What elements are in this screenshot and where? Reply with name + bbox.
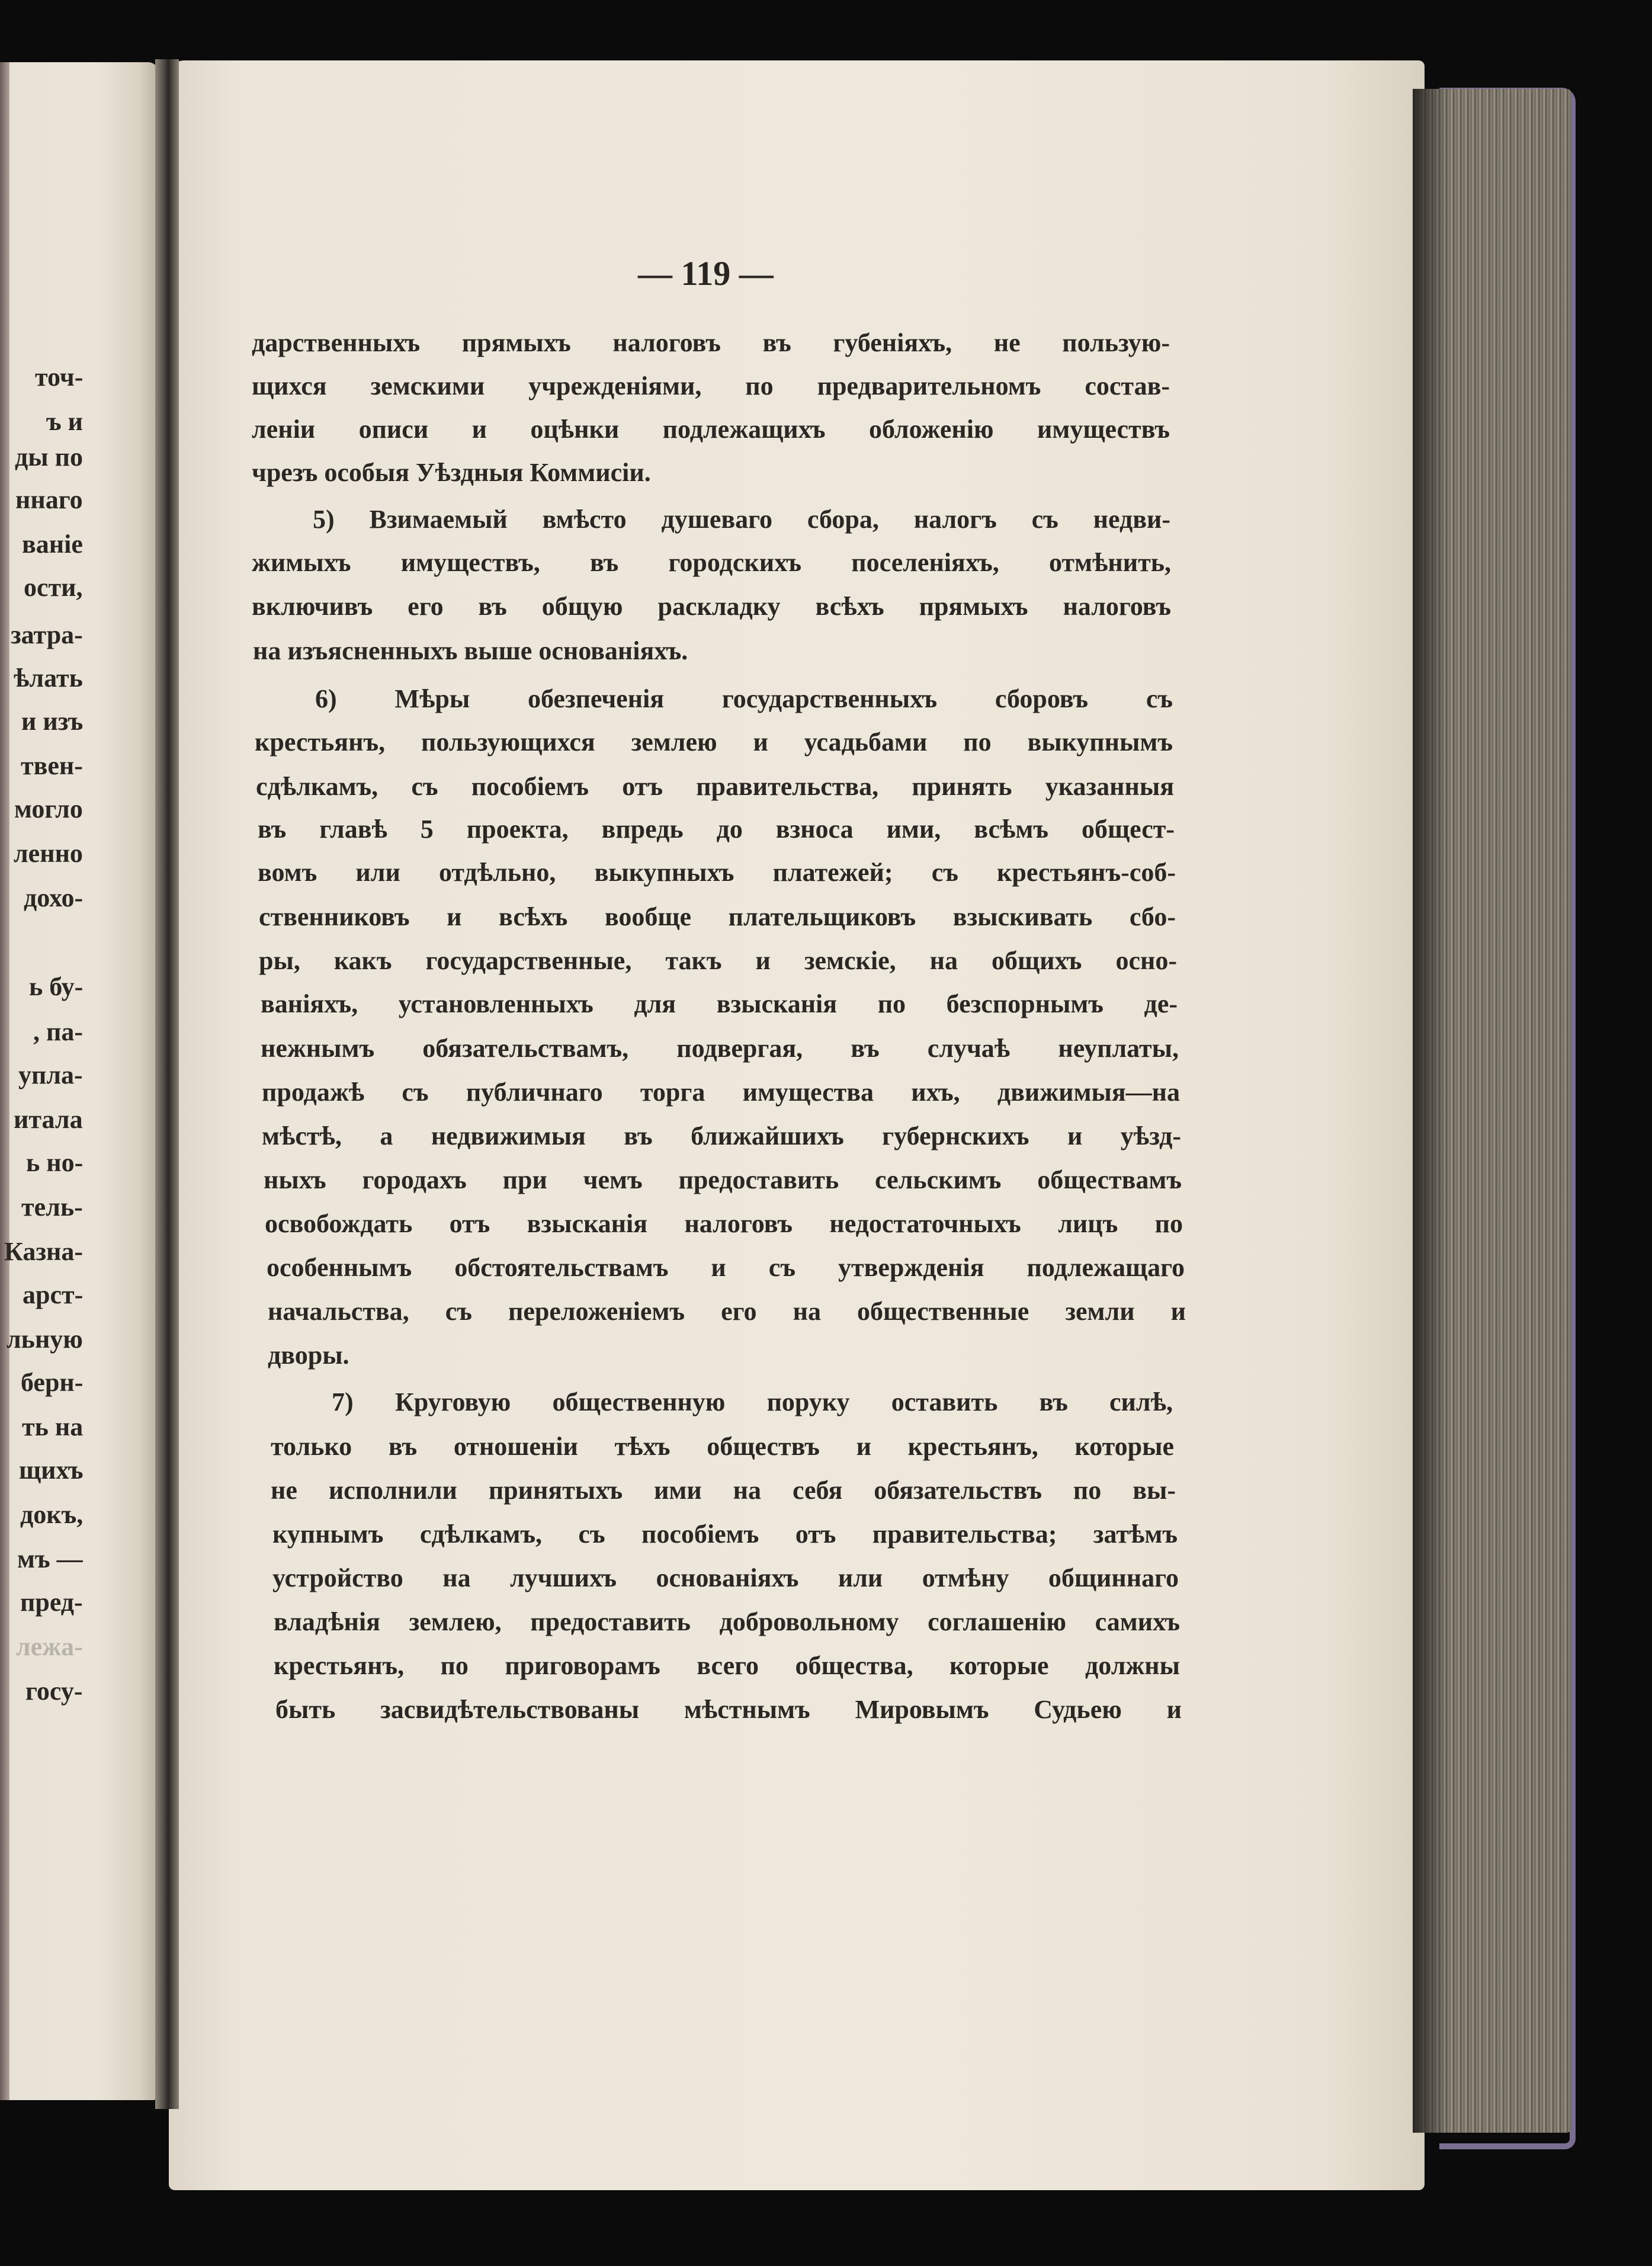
text-line: особеннымъ обстоятельствамъ и съ утвержденія подлежащаго	[267, 1253, 1185, 1282]
left-page-edge	[0, 62, 9, 2100]
text-line: дарственныхъ прямыхъ налоговъ въ губеніяхъ, не пользую-	[252, 328, 1170, 357]
left-line: ѣлать	[14, 664, 83, 693]
left-line: ь бу-	[29, 972, 84, 1001]
left-line: тель-	[21, 1193, 83, 1222]
text-line: включивъ его въ общую раскладку всѣхъ прямыхъ налоговъ	[252, 592, 1171, 621]
text-line: ваніяхъ, установленныхъ для взысканія по безспорнымъ де-	[261, 989, 1178, 1018]
left-line: ды по	[15, 443, 83, 472]
text-line: сдѣлкамъ, съ пособіемъ отъ правительства, принять указанныя	[256, 772, 1174, 801]
text-line: вомъ или отдѣльно, выкупныхъ платежей; съ крестьянъ-соб-	[258, 858, 1176, 887]
text-line: купнымъ сдѣлкамъ, съ пособіемъ отъ правительства; затѣмъ	[272, 1520, 1178, 1549]
left-line: затра-	[11, 620, 83, 649]
text-line: ры, какъ государственные, такъ и земскіе, на общихъ осно-	[259, 946, 1177, 975]
page-number: — 119 —	[638, 254, 774, 293]
text-line: начальства, съ переложеніемъ его на общественные земли и	[268, 1297, 1186, 1326]
left-line: упла-	[18, 1060, 83, 1089]
left-line: ть на	[22, 1412, 84, 1441]
text-line: ственниковъ и всѣхъ вообще плательщиковъ взыскивать сбо-	[259, 902, 1176, 931]
text-line: продажѣ съ публичнаго торга имущества ихъ, движимыя—на	[262, 1078, 1180, 1107]
left-line: берн-	[21, 1368, 84, 1397]
text-line: чрезъ особыя Уѣздныя Коммисіи.	[252, 458, 651, 487]
left-line: госу-	[25, 1677, 83, 1706]
left-line: итала	[14, 1105, 83, 1134]
left-line: льную	[7, 1325, 83, 1354]
text-line: владѣнія землею, предоставить добровольному соглашенію самихъ	[274, 1607, 1180, 1636]
text-line: дворы.	[268, 1341, 349, 1370]
text-line: нежнымъ обязательствамъ, подвергая, въ случаѣ неуплаты,	[261, 1034, 1179, 1063]
text-line: 5) Взимаемый вмѣсто душеваго сбора, налогъ съ недви-	[313, 505, 1170, 534]
left-line: ваніе	[22, 530, 83, 559]
left-line: могло	[14, 794, 83, 823]
left-line: ннаго	[15, 485, 83, 514]
left-line: мъ —	[17, 1544, 83, 1573]
text-line: крестьянъ, пользующихся землею и усадьбами по выкупнымъ	[255, 727, 1173, 757]
left-line: и изъ	[21, 707, 84, 736]
text-line: леніи описи и оцѣнки подлежащихъ обложенію имуществъ	[252, 415, 1170, 444]
left-line: , па-	[33, 1017, 84, 1046]
left-line: арст-	[23, 1280, 84, 1309]
text-line: щихся земскими учрежденіями, по предварительномъ состав-	[252, 371, 1170, 400]
text-line: только въ отношеніи тѣхъ обществъ и крестьянъ, которые	[271, 1432, 1174, 1461]
text-line: на изъясненныхъ выше основаніяхъ.	[253, 636, 688, 665]
text-line: жимыхъ имуществъ, въ городскихъ поселеніяхъ, отмѣнить,	[252, 548, 1171, 577]
left-line: лежа-	[16, 1632, 83, 1661]
text-line: въ главѣ 5 проекта, впредь до взноса ими, всѣмъ общест-	[258, 815, 1175, 844]
left-line: докъ,	[20, 1500, 84, 1529]
left-line: ости,	[24, 573, 83, 602]
text-line: мѣстѣ, а недвижимыя въ ближайшихъ губернскихъ и уѣзд-	[262, 1121, 1181, 1150]
left-line: ленно	[14, 839, 83, 868]
text-line: крестьянъ, по приговорамъ всего общества, которые должны	[274, 1651, 1180, 1680]
text-line: 6) Мѣры обезпеченія государственныхъ сборовъ съ	[315, 684, 1173, 713]
text-line: быть засвидѣтельствованы мѣстнымъ Мировымъ Судьею и	[275, 1695, 1182, 1724]
text-line: 7) Круговую общественную поруку оставить въ силѣ,	[332, 1387, 1173, 1416]
left-line: дохо-	[24, 883, 84, 912]
left-line: твен-	[21, 751, 83, 780]
left-line: точ-	[35, 363, 84, 392]
text-line: ныхъ городахъ при чемъ предоставить сельскимъ обществамъ	[264, 1165, 1182, 1194]
left-line: ъ и	[46, 407, 84, 436]
left-line: ь но-	[26, 1148, 84, 1177]
text-line: не исполнили принятыхъ ими на себя обязательствъ по вы-	[271, 1476, 1176, 1505]
left-line: Казна-	[4, 1237, 84, 1266]
text-line: освобождать отъ взысканія налоговъ недостаточныхъ лицъ по	[265, 1209, 1183, 1238]
left-line: пред-	[20, 1588, 83, 1617]
left-line: щихъ	[19, 1456, 84, 1485]
text-line: устройство на лучшихъ основаніяхъ или отмѣну общиннаго	[272, 1563, 1179, 1592]
